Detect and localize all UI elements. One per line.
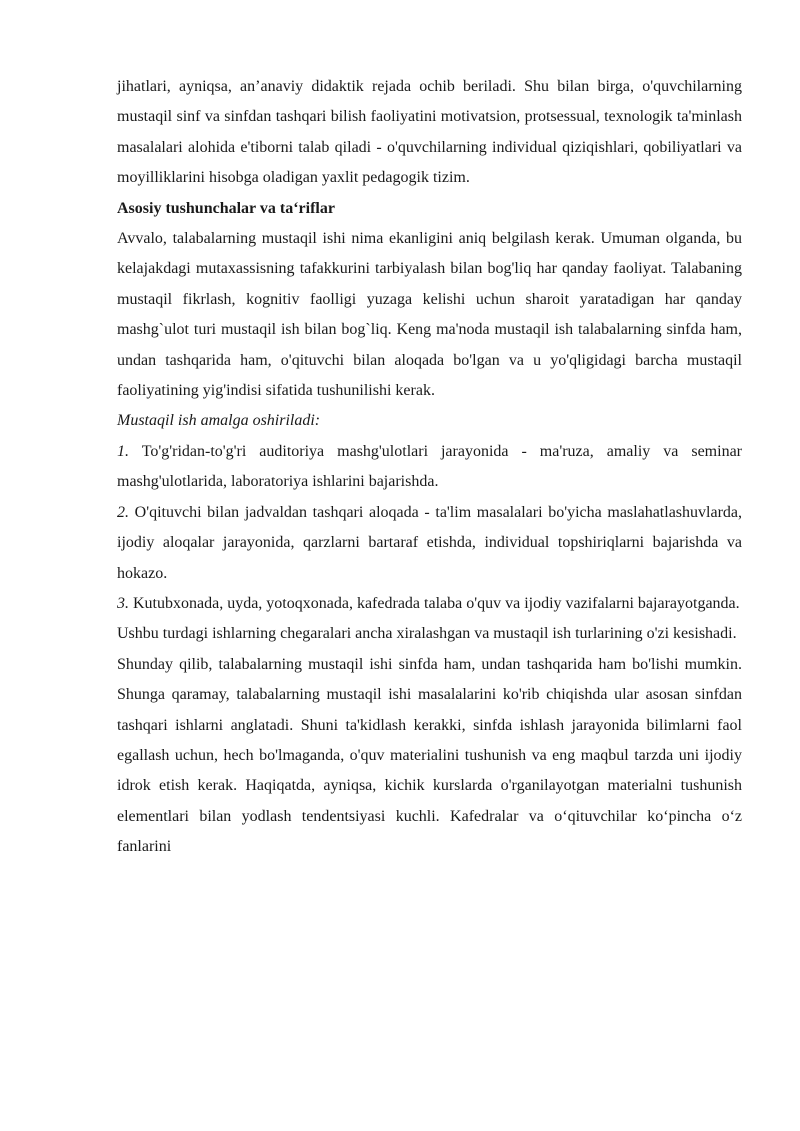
list-item-text: To'g'ridan-to'g'ri auditoriya mashg'ulotlari jarayonida - ma'ruza, amaliy va seminar mashg'ulotlarida, laboratoriya ishlarini bajarishda. [117,442,742,491]
section-heading: Asosiy tushunchalar va taʻriflar [117,199,335,217]
paragraph-boundaries: Ushbu turdagi ishlarning chegaralari ancha xiralashgan va mustaqil ish turlarining o'zi kesishadi. [117,625,737,643]
list-intro: Mustaqil ish amalga oshiriladi: [117,412,321,430]
paragraph-intro: Avvalo, talabalarning mustaqil ishi nima ekanligini aniq belgilash kerak. Umuman olganda, bu kelajakdagi mutaxassisning tafakkurini tarbiyalash bilan bog'liq har qanday faoliyat. Talabaning mustaqil fikrlash, kognitiv faolligi yuzaga kelishi uchun sharoit yaratadigan har qanday mashg`ulot turi mustaqil ish bilan bog`liq. Keng ma'noda mustaqil ish talabalarning sinfda ham, undan tashqarida ham, o'qituvchi bilan aloqada bo'lgan va u yo'qligidagi barcha mustaqil faoliyatining yig'indisi sifatida tushunilishi kerak. [117,230,742,400]
paragraph-continued: jihatlari, ayniqsa, an’anaviy didaktik rejada ochib beriladi. Shu bilan birga, o'quvchilarning mustaqil sinf va sinfdan tashqari bilish faoliyatini motivatsion, protsessual, texnologik ta'minlash masalalari alohida e'tiborni talab qiladi - o'quvchilarning individual qiziqishlari, qobiliyatlari va moyilliklarini hisobga oladigan yaxlit pedagogik tizim. [117,78,742,187]
list-item [117,498,742,589]
list-item-number: 2. [117,503,129,521]
document-page [117,72,742,863]
list-item-number: 3. [117,594,129,612]
list-item-text: Kutubxonada, uyda, yotoqxonada, kafedrada talaba o'quv va ijodiy vazifalarni bajarayotganda. [133,594,740,612]
list-item-text: O'qituvchi bilan jadvaldan tashqari aloqada - ta'lim masalalari bo'yicha maslahatlashuvlarda, ijodiy aloqalar jarayonida, qarzlarni bartaraf etishda, individual topshiriqlarni bajarishda va hokazo. [117,503,742,582]
list-item [117,437,742,498]
list-item-number: 1. [117,442,129,460]
list-item [117,589,742,619]
paragraph-conclusion: Shunday qilib, talabalarning mustaqil ishi sinfda ham, undan tashqarida ham bo'lishi mumkin. Shunga qaramay, talabalarning mustaqil ishi masalalarini ko'rib chiqishda ular asosan sinfdan tashqari ishlarni anglatadi. Shuni ta'kidlash kerakki, sinfda ishlash jarayonida bilimlarni faol egallash uchun, hech bo'lmaganda, o'quv materialini tushunish va eng maqbul tarzda uni ijodiy idrok etish kerak. Haqiqatda, ayniqsa, kichik kurslarda o'rganilayotgan materialni tushunish elementlari bilan yodlash tendentsiyasi kuchli. Kafedralar va oʻqituvchilar koʻpincha oʻz fanlarini [117,655,742,856]
